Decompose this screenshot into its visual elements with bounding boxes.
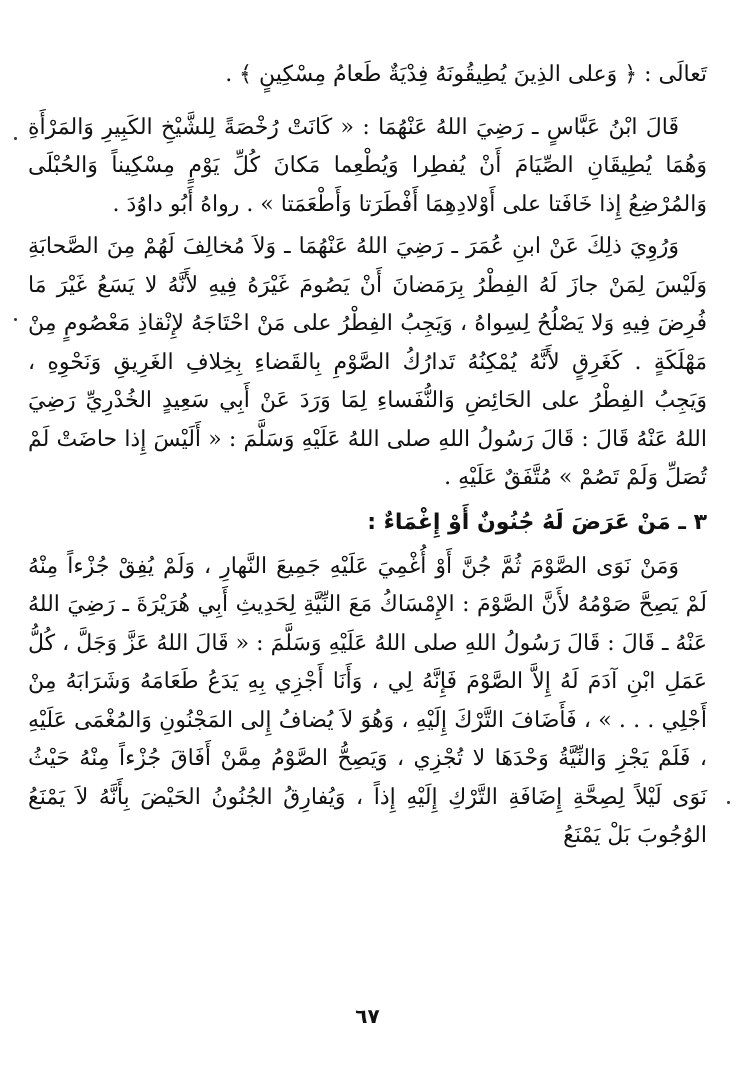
page-number: ٦٧ [355, 1004, 380, 1028]
verse-paragraph: تَعالَى : ﴿ وَعلى الذِينَ يُطِيقُونَهُ فِدْيَةٌ طَعامُ مِسْكِينٍ ﴾ . [225, 62, 707, 87]
page-body [28, 56, 707, 1056]
margin-speck [727, 801, 730, 804]
ibn-abbas-paragraph: قَالَ ابْنُ عَبَّاسٍ ـ رَضِيَ اللهُ عَنْهُمَا : « كَانَتْ رُخْصَةً لِلشَّيْخِ الكَبِيرِ وَالمَرْأَةِ وَهُمَا يُطِيقَانِ الصِّيَامَ أَنْ يُفطِرا وَيُطْعِما مَكانَ كُلِّ يَوْمٍ مِسْكِيناً وَالحُبْلَى وَالمُرْضِعُ إِذا خَافَتا على أَوْلادِهِمَا أَفْطَرَتا وَأَطْعَمَتا » . رواهُ أَبُو داوُدَ . [28, 114, 707, 217]
insanity-paragraph: وَمَنْ نَوَى الصَّوْمَ ثُمَّ جُنَّ أَوْ أُغْمِيَ عَلَيْهِ جَمِيعَ النَّهارِ ، وَلَمْ يُفِقْ جُزْءاً مِنْهُ لَمْ يَصِحَّ صَوْمُهُ لأَنَّ الصَّوْمَ : الإِمْسَاكُ مَعَ النِّيَّةِ لِحَدِيثِ أَبِي هُرَيْرَةَ ـ رَضِيَ اللهُ عَنْهُ ـ قَالَ : قَالَ رَسُولُ اللهِ صلى اللهُ عَلَيْهِ وَسَلَّمَ : « قَالَ اللهُ عَزَّ وَجَلَّ ، كُلُّ عَمَلِ ابْنِ آدَمَ لَهُ إِلاَّ الصَّوْمَ فَإِنَّهُ لِي ، وَأَنَا أَجْزِي بِهِ يَدَعُ طَعَامَهُ وَشَرَابَهُ مِنْ أَجْلِي . . . » ، فَأَضَافَ التَّرْكَ إِلَيْهِ ، وَهُوَ لاَ يُضافُ إِلى المَجْنُونِ وَالمُغْمَى عَلَيْهِ ، فَلَمْ يَجْزِ وَالنِّيَّةُ وَحْدَهَا لا تُجْزِي ، وَيَصِحُّ الصَّوْمُ مِمَّنْ أَفَاقَ جُزْءاً مِنْهُ حَيْثُ نَوَى لَيْلاً لِصِحَّةِ إِضَافَةِ التَّرْكِ إِلَيْهِ إِذاً ، وَيُفارِقُ الجُنُونُ الحَيْضَ بِأَنَّهُ لاَ يَمْنَعُ الوُجُوبَ بَلْ يَمْنَعُ [28, 553, 707, 848]
margin-speck [14, 137, 17, 140]
section-heading: ٣ ـ مَنْ عَرَضَ لَهُ جُنُونٌ أَوْ إِغْمَاءٌ : [367, 509, 707, 535]
ibn-umar-paragraph: وَرُوِيَ ذلِكَ عَنْ ابنِ عُمَرَ ـ رَضِيَ اللهُ عَنْهُمَا ـ وَلاَ مُخالِفَ لَهُمْ مِنَ الصَّحابَةِ وَلَيْسَ لِمَنْ جازَ لَهُ الفِطْرُ بِرَمَضانَ أَنْ يَصُومَ غَيْرَهُ فِيهِ لأَنَّهُ لا يَسَعُ غَيْرَ مَا فُرِضَ فِيهِ وَلا يَصْلُحُ لِسِواهُ ، وَيَجِبُ الفِطْرُ على مَنْ احْتَاجَهُ لإِنْقاذِ مَعْصُومٍ مِنْ مَهْلَكَةٍ . كَغَرِقٍ لأَنَّهُ يُمْكِنُهُ تَدارُكُ الصَّوْمِ بِالقَضاءِ بِخِلافِ الغَرِيقِ وَنَحْوِهِ ، وَيَجِبُ الفِطْرُ على الحَائِضِ وَالنُّفَساءِ لِمَا وَرَدَ عَنْ أَبِي سَعِيدٍ الخُدْرِيِّ رَضِيَ اللهُ عَنْهُ قَالَ : قَالَ رَسُولُ اللهِ صلى اللهُ عَلَيْهِ وَسَلَّمَ : « أَلَيْسَ إِذا حاضَتْ لَمْ تُصَلِّ وَلَمْ تَصُمْ » مُتَّفَقٌ عَلَيْهِ . [28, 234, 707, 490]
margin-speck [14, 318, 17, 321]
